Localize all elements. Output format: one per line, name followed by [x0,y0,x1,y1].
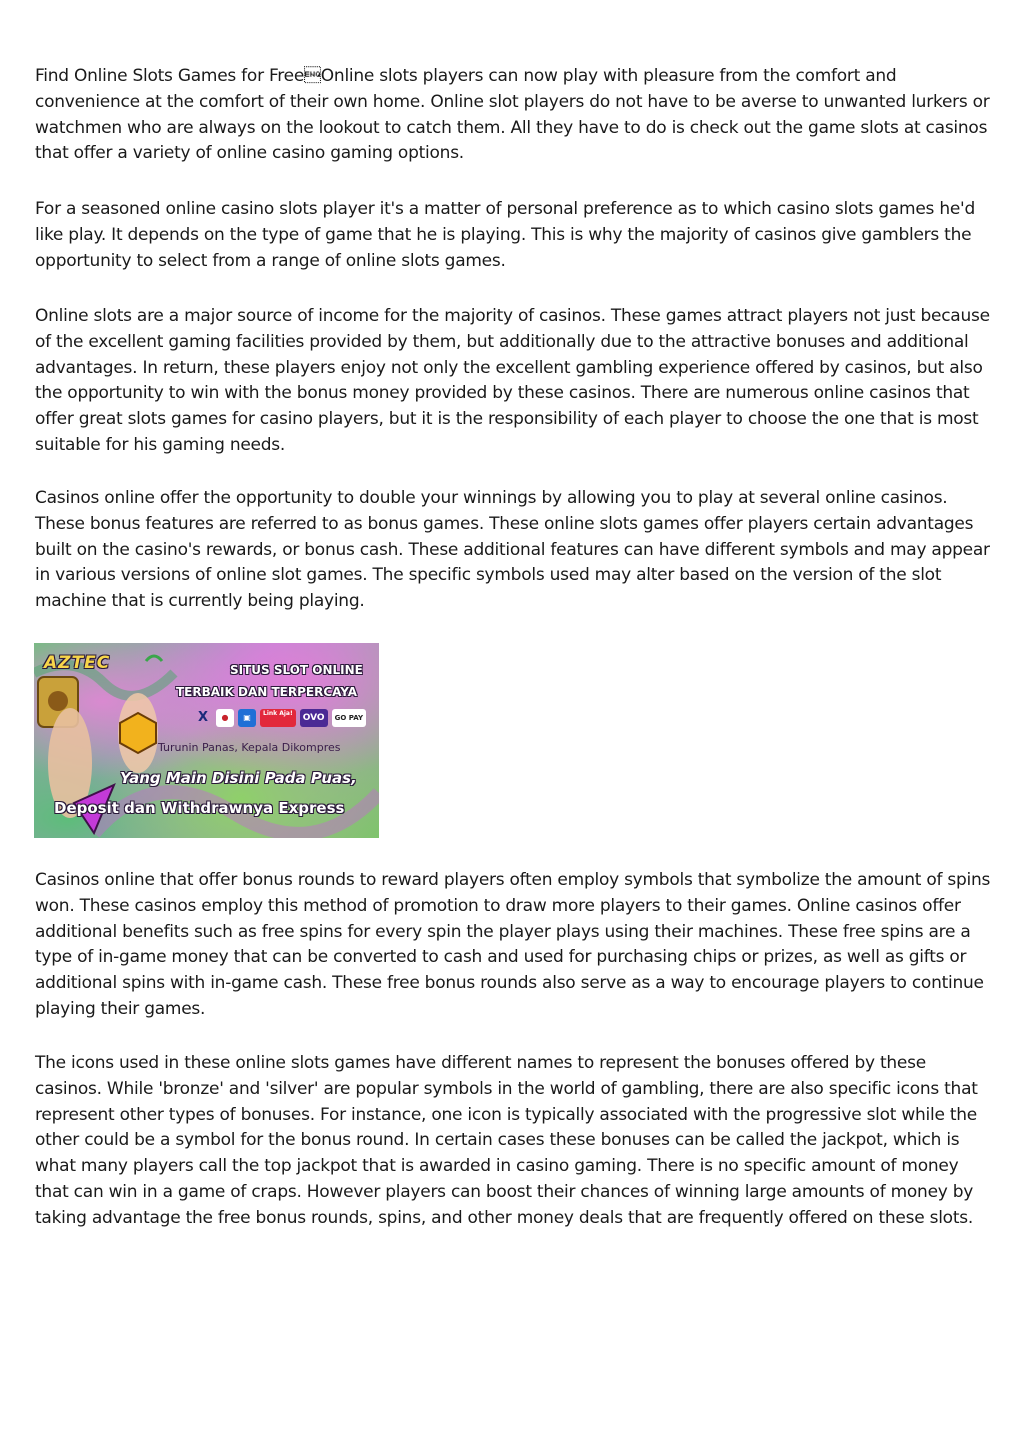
payment-logos [194,709,366,727]
linkaja-logo-icon: Link Aja! [260,709,296,727]
gem-icon [120,713,156,753]
paragraph-bonus-rounds: Casinos online that offer bonus rounds to reward players often employ symbols that symbolize the amount of spins won. These casinos employ this method of promotion to draw more players to their games. Online casinos offer additional benefits such as free spins for every spin the player plays using their machines. These free spins are a type of in-game money that can be converted to cash and used for purchasing chips or prizes, as well as gifts or additional spins with in-game cash. These free bonus rounds also serve as a way to encourage players to continue playing their games. [35,870,991,1019]
paragraph-icons: The icons used in these online slots games have different names to represent the bonuses offered by these casinos. While 'bronze' and 'silver' are popular symbols in the world of gambling, there are also specific icons that represent other types of bonuses. For instance, one icon is typically associated with the progressive slot while the other could be a symbol for the bonus round. In certain cases these bonuses can be called the jackpot, which is what many players call the top jackpot that is awarded in casino gaming. There is no specific amount of money that can win in a game of craps. However players can boost their chances of winning large amounts of money by taking advantage the free bonus rounds, spins, and other money deals that are frequently offered on these slots. [35,1053,978,1228]
banner-headline-1: SITUS SLOT ONLINE [230,663,363,677]
dana-logo-icon: ▣ [238,709,256,727]
banner-headline-2: TERBAIK DAN TERPERCAYA [176,685,358,699]
banner-tagline: Turunin Panas, Kepala Dikompres [158,741,341,754]
banner-logo: AZTEC [44,653,111,673]
paragraph-income: Online slots are a major source of income for the majority of casinos. These games attract players not just because of the excellent gaming facilities provided by them, but additionally due to the attractive bonuses and additional advantages. In return, these players enjoy not only the excellent gambling experience offered by casinos, but also the opportunity to win with the bonus money provided by these casinos. There are numerous online casinos that offer great slots games for casino players, but it is the responsibility of each player to choose the one that is most suitable for his gaming needs. [35,306,990,455]
slot-promo-banner [34,643,379,838]
paragraph-bonus-games: Casinos online offer the opportunity to double your winnings by allowing you to play at several online casinos. These bonus features are referred to as bonus games. These online slots games offer players certain advantages built on the casino's rewards, or bonus cash. These additional features can have different symbols and may appear in various versions of online slot games. The specific symbols used may alter based on the version of the slot machine that is currently being playing. [35,488,990,612]
telkomsel-logo-icon: ● [216,709,234,727]
paragraph-preference: For a seasoned online casino slots player it's a matter of personal preference as to which casino slots games he'd like play. It depends on the type of game that he is playing. This is why the majority of casinos give gamblers the opportunity to select from a range of online slots games. [35,199,976,271]
paragraph-intro: Find Online Slots Games for FreeOnline slots players can now play with pleasure from the comfort and convenience at the comfort of their own home. Online slot players do not have to be averse to unwanted lurkers or watchmen who are always on the lookout to catch them. All they have to do is check out the game slots at casinos that offer a variety of online casino gaming options. [35,66,990,164]
banner-big-line-2: Deposit dan Withdrawnya Express [54,799,345,817]
gopay-logo-icon: GO PAY [332,709,366,727]
ovo-logo-icon: OVO [300,709,328,727]
banner-big-line-1: Yang Main Disini Pada Puas, [120,769,357,787]
xl-logo-icon: X [197,710,209,725]
